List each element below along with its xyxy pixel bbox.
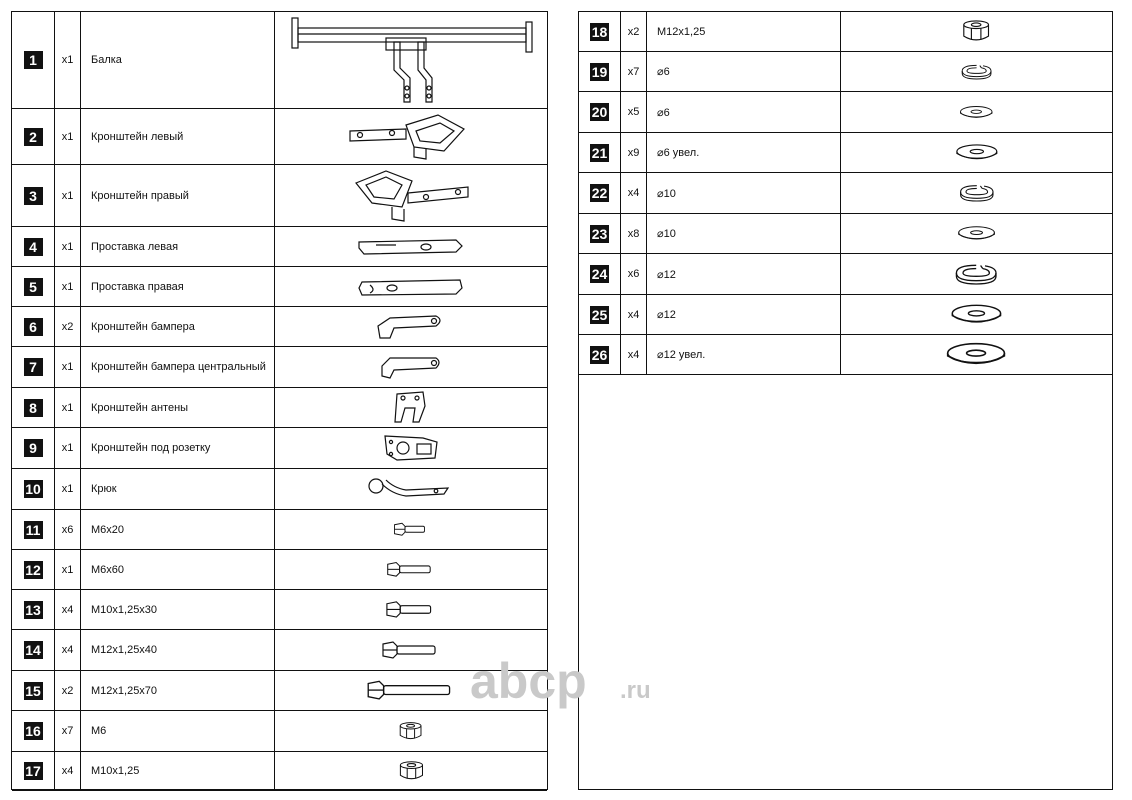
item-number: 11 [24, 521, 43, 539]
item-quantity: x9 [627, 146, 640, 159]
item-number: 7 [24, 358, 43, 376]
spacer-right-icon [275, 267, 547, 306]
item-description: Кронштейн антены [91, 401, 189, 414]
item-number-cell [12, 550, 55, 589]
item-number-cell [579, 92, 621, 132]
item-number-cell [12, 307, 55, 346]
bolt-icon [275, 590, 547, 629]
item-quantity: x1 [61, 361, 74, 373]
table-row [579, 12, 1112, 52]
item-number-cell [579, 173, 621, 213]
item-number-cell [579, 214, 621, 253]
table-row [12, 347, 547, 388]
table-row [12, 711, 547, 752]
table-row [12, 165, 547, 227]
item-number: 12 [25, 561, 41, 578]
table-row [12, 671, 547, 711]
washer-icon [841, 335, 1112, 374]
item-number: 9 [24, 439, 43, 457]
description-cell [647, 214, 841, 253]
bolt-icon [275, 510, 547, 549]
item-number-cell [12, 267, 55, 306]
item-description: ⌀6 [657, 106, 670, 119]
item-quantity: x1 [61, 483, 74, 495]
item-quantity: x1 [61, 442, 74, 454]
washer-icon [841, 214, 1112, 253]
bumper-bracket-center-icon [275, 347, 547, 387]
quantity-cell [55, 510, 81, 549]
item-number-cell [579, 254, 621, 294]
item-description: M10x1,25x30 [91, 603, 158, 616]
socket-bracket-icon [275, 428, 547, 468]
description-cell [647, 52, 841, 91]
parts-table-left [11, 11, 548, 790]
watermark-logo [470, 654, 670, 712]
description-cell [81, 711, 275, 751]
quantity-cell [621, 12, 647, 51]
item-number: 3 [24, 187, 43, 205]
item-number: 4 [24, 238, 43, 256]
table-row [12, 12, 547, 109]
description-cell [81, 347, 275, 387]
quantity-cell [55, 590, 81, 629]
item-number-cell [579, 335, 621, 374]
item-quantity: x4 [627, 308, 640, 321]
item-number: 24 [591, 266, 608, 282]
item-description: ⌀6 увел. [657, 147, 700, 159]
quantity-cell [55, 550, 81, 589]
quantity-cell [55, 12, 81, 108]
item-description: Проставка левая [91, 240, 179, 253]
item-quantity: x4 [61, 644, 74, 656]
quantity-cell [621, 52, 647, 91]
item-quantity: x4 [627, 187, 640, 199]
item-number: 15 [25, 682, 41, 699]
table-row [579, 295, 1112, 335]
nut-icon [275, 711, 547, 751]
item-description: M12x1,25 [657, 25, 706, 38]
bracket-right-icon [275, 165, 547, 226]
table-row [579, 52, 1112, 92]
antenna-bracket-icon [275, 388, 547, 427]
item-quantity: x4 [627, 348, 640, 361]
watermark-suffix: .ru [620, 677, 651, 704]
description-cell [81, 630, 275, 670]
spring-washer-icon [841, 254, 1112, 294]
item-number: 5 [24, 278, 43, 296]
quantity-cell [621, 133, 647, 172]
item-quantity: x1 [61, 280, 74, 293]
spacer-left-icon [275, 227, 547, 266]
watermark-text: abcp [470, 653, 587, 709]
table-row [579, 173, 1112, 214]
description-cell [81, 267, 275, 306]
quantity-cell [55, 711, 81, 751]
description-cell [81, 165, 275, 226]
nut-icon [275, 752, 547, 790]
quantity-cell [55, 267, 81, 306]
spring-washer-icon [841, 52, 1112, 91]
quantity-cell [55, 388, 81, 427]
item-number: 13 [25, 601, 41, 618]
item-number-cell [12, 671, 55, 710]
item-number-cell [12, 590, 55, 629]
item-number-cell [12, 227, 55, 266]
item-number: 22 [591, 185, 608, 201]
description-cell [81, 428, 275, 468]
item-description: Кронштейн левый [91, 130, 184, 143]
item-quantity: x7 [627, 65, 640, 78]
table-row [579, 254, 1112, 295]
item-number: 6 [24, 318, 43, 336]
item-number: 21 [591, 144, 608, 161]
description-cell [81, 109, 275, 164]
item-description: Кронштейн бампера центральный [91, 361, 266, 373]
table-row [12, 550, 547, 590]
quantity-cell [55, 227, 81, 266]
item-number: 16 [25, 723, 41, 739]
quantity-cell [621, 92, 647, 132]
beam-icon [275, 12, 547, 108]
description-cell [81, 227, 275, 266]
item-number-cell [12, 711, 55, 751]
table-row [12, 428, 547, 469]
item-description: ⌀6 [657, 66, 670, 78]
table-row [12, 630, 547, 671]
item-quantity: x2 [61, 320, 74, 333]
item-number-cell [579, 12, 621, 51]
item-quantity: x1 [61, 401, 74, 414]
washer-icon [841, 295, 1112, 334]
bracket-left-icon [275, 109, 547, 164]
quantity-cell [55, 671, 81, 710]
description-cell [81, 671, 275, 710]
quantity-cell [55, 307, 81, 346]
table-row [579, 335, 1112, 375]
description-cell [647, 295, 841, 334]
item-description: ⌀12 [657, 309, 676, 321]
item-number-cell [12, 347, 55, 387]
table-row [12, 307, 547, 347]
quantity-cell [621, 214, 647, 253]
item-quantity: x1 [61, 240, 74, 253]
item-number: 25 [591, 306, 608, 323]
description-cell [647, 92, 841, 132]
description-cell [81, 388, 275, 427]
item-description: ⌀10 [657, 228, 676, 240]
quantity-cell [621, 295, 647, 334]
description-cell [81, 510, 275, 549]
quantity-cell [621, 173, 647, 213]
item-quantity: x2 [61, 684, 74, 697]
spring-washer-icon [841, 173, 1112, 213]
quantity-cell [55, 752, 81, 790]
item-number-cell [12, 510, 55, 549]
description-cell [647, 173, 841, 213]
item-number: 20 [591, 104, 608, 120]
item-quantity: x6 [61, 523, 74, 536]
quantity-cell [55, 165, 81, 226]
item-quantity: x1 [61, 563, 74, 576]
item-number-cell [12, 469, 55, 509]
table-row [12, 590, 547, 630]
table-row [12, 752, 547, 791]
description-cell [81, 550, 275, 589]
description-cell [81, 307, 275, 346]
item-number-cell [579, 133, 621, 172]
item-number-cell [12, 630, 55, 670]
item-quantity: x1 [61, 54, 74, 66]
item-description: Кронштейн правый [91, 189, 189, 202]
item-number: 8 [24, 399, 43, 417]
item-quantity: x6 [627, 268, 640, 280]
item-number-cell [12, 109, 55, 164]
item-number-cell [12, 12, 55, 108]
item-number-cell [12, 165, 55, 226]
item-number: 19 [591, 63, 608, 80]
quantity-cell [621, 335, 647, 374]
item-number: 26 [591, 346, 608, 363]
description-cell [647, 12, 841, 51]
item-description: ⌀12 [657, 268, 676, 281]
bolt-icon [275, 550, 547, 589]
quantity-cell [621, 254, 647, 294]
item-number: 23 [591, 225, 608, 242]
item-number: 14 [25, 642, 41, 658]
description-cell [647, 254, 841, 294]
item-number: 18 [591, 23, 608, 40]
quantity-cell [55, 428, 81, 468]
table-row [12, 109, 547, 165]
nut-icon [841, 12, 1112, 51]
description-cell [81, 752, 275, 790]
item-description: M10x1,25 [91, 765, 140, 777]
item-quantity: x5 [627, 106, 640, 118]
table-row [579, 133, 1112, 173]
table-row [12, 469, 547, 510]
table-row [12, 227, 547, 267]
table-row [12, 388, 547, 428]
description-cell [647, 335, 841, 374]
item-quantity: x4 [61, 765, 74, 777]
item-number-cell [579, 295, 621, 334]
item-number-cell [12, 388, 55, 427]
item-description: M12x1,25x40 [91, 644, 158, 656]
description-cell [81, 12, 275, 108]
item-number: 10 [25, 481, 41, 497]
item-quantity: x4 [61, 603, 74, 616]
description-cell [81, 469, 275, 509]
item-description: M6x20 [91, 523, 125, 536]
description-cell [81, 590, 275, 629]
item-description: ⌀10 [657, 187, 676, 200]
quantity-cell [55, 347, 81, 387]
item-description: Кронштейн бампера [91, 320, 195, 333]
item-description: ⌀12 увел. [657, 349, 706, 361]
item-number-cell [12, 428, 55, 468]
table-row [12, 267, 547, 307]
item-description: M12x1,25x70 [91, 684, 158, 697]
quantity-cell [55, 630, 81, 670]
item-description: Проставка правая [91, 280, 184, 293]
item-description: Кронштейн под розетку [91, 442, 211, 454]
hook-icon [275, 469, 547, 509]
item-number: 17 [25, 763, 41, 779]
item-quantity: x8 [627, 227, 640, 240]
description-cell [647, 133, 841, 172]
item-quantity: x1 [61, 130, 74, 143]
item-description: Крюк [91, 483, 117, 495]
item-number-cell [579, 52, 621, 91]
item-description: Балка [91, 54, 122, 66]
washer-icon [841, 133, 1112, 172]
item-quantity: x1 [61, 189, 74, 202]
quantity-cell [55, 469, 81, 509]
item-number: 2 [24, 128, 43, 146]
item-number-cell [12, 752, 55, 790]
item-quantity: x2 [627, 25, 640, 38]
table-row [579, 214, 1112, 254]
quantity-cell [55, 109, 81, 164]
table-row [579, 92, 1112, 133]
item-quantity: x7 [61, 725, 74, 737]
item-description: M6x60 [91, 563, 125, 576]
item-description: M6 [91, 725, 107, 737]
washer-icon [841, 92, 1112, 132]
table-row [12, 510, 547, 550]
item-number: 1 [24, 51, 43, 69]
bumper-bracket-icon [275, 307, 547, 346]
